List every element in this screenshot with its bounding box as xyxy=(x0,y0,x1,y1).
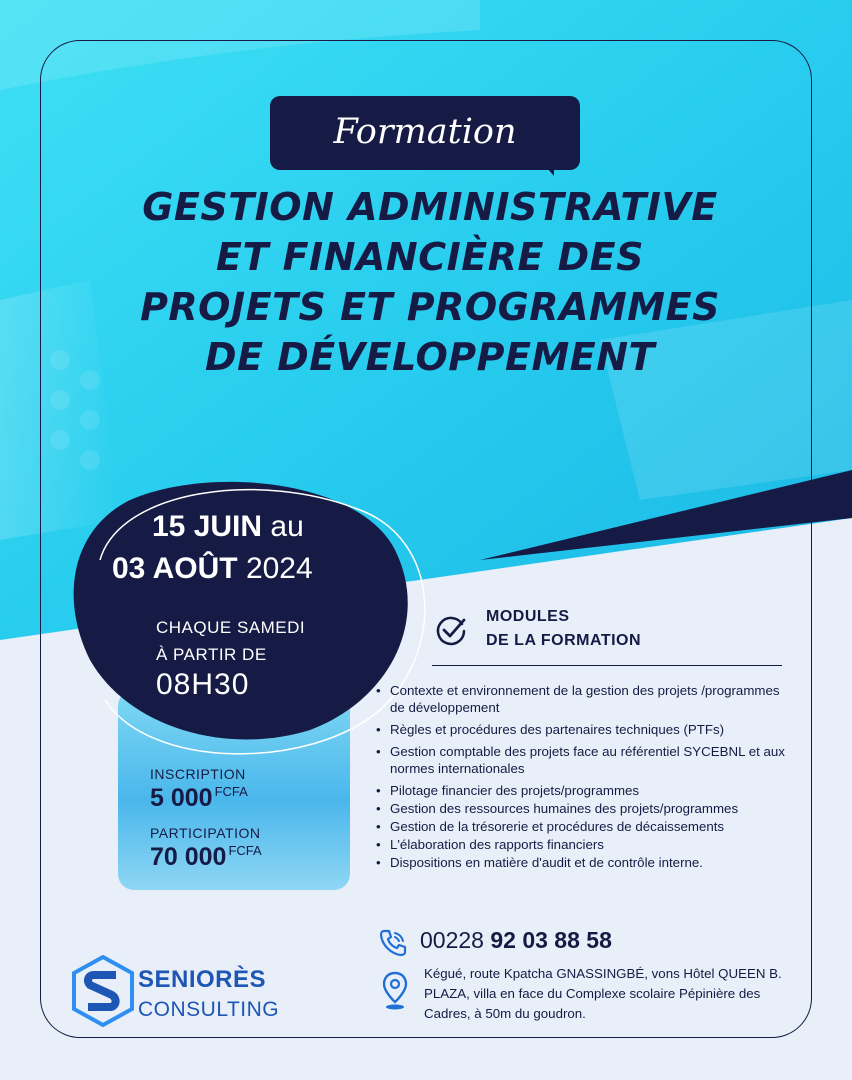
participation-label: PARTICIPATION xyxy=(150,825,261,841)
participation-value: 70 000 xyxy=(150,843,227,871)
list-item: • Gestion des ressources humaines des projets/programmes xyxy=(374,800,814,817)
inscription-value: 5 000 xyxy=(150,784,213,812)
title-line-4: DE DÉVELOPPEMENT xyxy=(205,335,655,379)
course-title xyxy=(90,182,770,382)
schedule-line-1: CHAQUE SAMEDI xyxy=(156,618,306,637)
schedule-line-2: À PARTIR DE xyxy=(156,645,267,664)
logo-line-2: CONSULTING xyxy=(138,998,280,1021)
modules-heading-line-2: DE LA FORMATION xyxy=(486,632,642,649)
list-item: • Contexte et environnement de la gestion des projets /programmes de développement xyxy=(374,682,780,716)
inscription-label: INSCRIPTION xyxy=(150,766,246,782)
address: Kégué, route Kpatcha GNASSINGBÉ, vons Hôtel QUEEN B. PLAZA, villa en face du Complexe scolaire Pépinière des Cadres, à 50m du goudron. xyxy=(424,966,782,1021)
logo-line-1: SENIORÈS xyxy=(138,966,267,993)
list-item: • Règles et procédures des partenaires techniques (PTFs) xyxy=(374,721,814,738)
list-item: • Pilotage financier des projets/programmes xyxy=(374,782,814,799)
participation-price xyxy=(150,843,262,872)
year: 2024 xyxy=(245,552,313,585)
formation-label: Formation xyxy=(333,112,517,152)
modules-divider xyxy=(432,665,782,666)
list-item: • Dispositions en matière d'audit et de contrôle interne. xyxy=(374,854,814,871)
end-date: 03 AOÛT xyxy=(112,552,238,585)
modules-heading xyxy=(486,605,641,653)
phone-prefix: 00228 xyxy=(420,927,484,953)
modules-heading-line-1: MODULES xyxy=(486,608,570,625)
phone-number[interactable] xyxy=(420,927,612,954)
phone-main: 92 03 88 58 xyxy=(490,927,612,953)
currency-label: FCFA xyxy=(228,843,262,858)
logo-s-icon xyxy=(72,955,134,1027)
list-item: • Gestion comptable des projets face au référentiel SYCEBNL et aux normes internationales xyxy=(374,743,805,777)
inscription-price xyxy=(150,784,248,813)
list-item: • Gestion de la trésorerie et procédures de décaissements xyxy=(374,818,814,835)
list-item: • L'élaboration des rapports financiers xyxy=(374,836,814,853)
start-time: 08H30 xyxy=(156,668,250,701)
title-line-2: ET FINANCIÈRE DES xyxy=(215,235,645,279)
date-range-line-1 xyxy=(152,510,304,544)
title-line-3: PROJETS ET PROGRAMMES xyxy=(140,285,720,329)
modules-list xyxy=(374,682,814,876)
currency-label: FCFA xyxy=(214,784,248,799)
location-pin-icon xyxy=(380,970,410,1012)
phone-icon xyxy=(378,928,408,958)
date-range-line-2 xyxy=(112,552,313,586)
start-date: 15 JUIN xyxy=(152,510,263,543)
date-connector: au xyxy=(270,510,304,543)
check-circle-icon xyxy=(434,614,468,648)
title-line-1: GESTION ADMINISTRATIVE xyxy=(142,185,718,229)
